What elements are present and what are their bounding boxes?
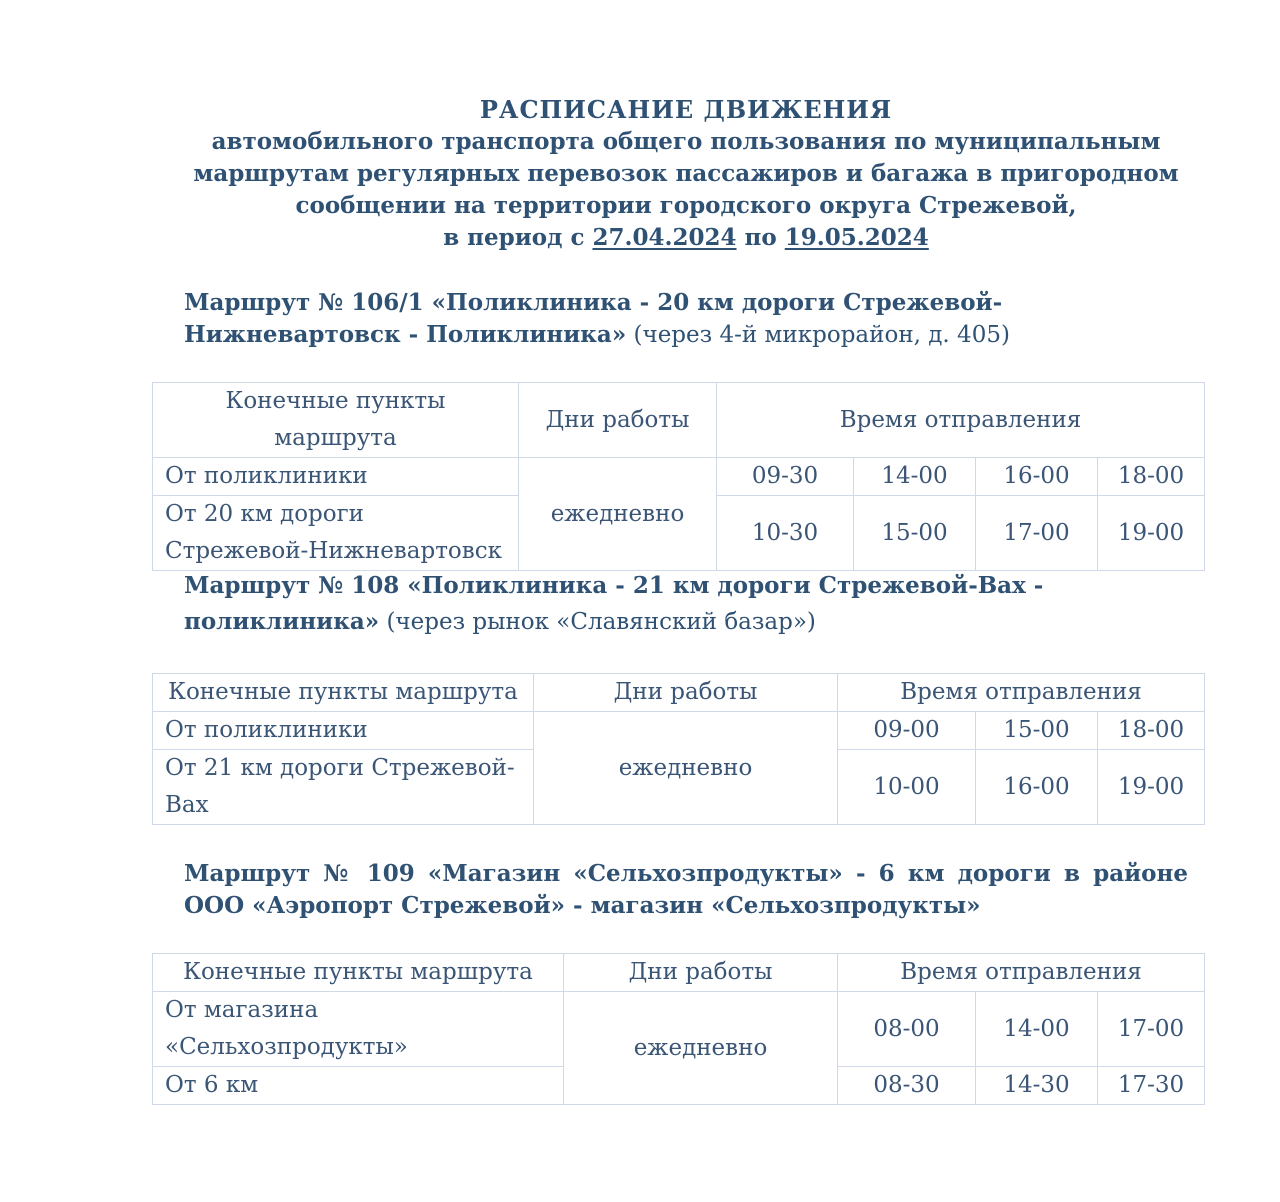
departure-time: 14-30 xyxy=(976,1067,1098,1105)
departure-time: 10-00 xyxy=(838,750,976,825)
period-from-date: 27.04.2024 xyxy=(592,224,737,251)
col-header-days: Дни работы xyxy=(519,383,717,458)
departure-time: 14-00 xyxy=(976,992,1098,1067)
departure-time: 09-30 xyxy=(717,458,854,496)
table-header-row xyxy=(153,674,1205,712)
departure-time: 08-30 xyxy=(838,1067,976,1105)
route-108-title: Маршрут № 108 «Поликлиника - 21 км дороги Стрежевой-Вах - поликлиника» xyxy=(184,572,1044,635)
route-106-title: Маршрут № 106/1 «Поликлиника - 20 км дороги Стрежевой-Нижневартовск - Поликлиника» xyxy=(184,289,1003,348)
departure-time: 14-00 xyxy=(854,458,976,496)
col-header-time: Время отправления xyxy=(717,383,1205,458)
departure-time: 08-00 xyxy=(838,992,976,1067)
departure-time: 19-00 xyxy=(1098,750,1205,825)
departure-time: 10-30 xyxy=(717,496,854,571)
route-point: От поликлиники xyxy=(153,712,534,750)
route-point: От 21 км дороги Стрежевой-Вах xyxy=(153,750,534,825)
table-row xyxy=(153,712,1205,750)
col-header-points: Конечные пункты маршрута xyxy=(153,383,519,458)
period-prefix: в период с xyxy=(443,224,585,251)
col-header-points: Конечные пункты маршрута xyxy=(153,674,534,712)
table-row xyxy=(153,992,1205,1067)
departure-time: 15-00 xyxy=(976,712,1098,750)
route-109-heading xyxy=(184,858,1188,922)
table-row xyxy=(153,458,1205,496)
header-period xyxy=(160,222,1212,254)
col-header-days: Дни работы xyxy=(534,674,838,712)
route-108-heading xyxy=(184,568,1188,640)
route-point: От магазина «Сельхозпродукты» xyxy=(153,992,564,1067)
table-header-row xyxy=(153,383,1205,458)
work-days: ежедневно xyxy=(564,992,838,1105)
route-108-note: (через рынок «Славянский базар») xyxy=(386,609,816,635)
work-days: ежедневно xyxy=(534,712,838,825)
header-line-4: сообщении на территории городского округа Стрежевой, xyxy=(295,192,1077,219)
route-106-heading xyxy=(184,287,1188,351)
route-point: От поликлиники xyxy=(153,458,519,496)
col-header-time: Время отправления xyxy=(838,674,1205,712)
departure-time: 17-30 xyxy=(1098,1067,1205,1105)
departure-time: 17-00 xyxy=(976,496,1098,571)
departure-time: 18-00 xyxy=(1098,458,1205,496)
work-days: ежедневно xyxy=(519,458,717,571)
route-point: От 20 км дороги Стрежевой-Нижневартовск xyxy=(153,496,519,571)
route-point: От 6 км xyxy=(153,1067,564,1105)
period-to-date: 19.05.2024 xyxy=(784,224,929,251)
header-line-3: маршрутам регулярных перевозок пассажиров и багажа в пригородном xyxy=(193,160,1179,187)
departure-time: 09-00 xyxy=(838,712,976,750)
departure-time: 16-00 xyxy=(976,750,1098,825)
departure-time: 19-00 xyxy=(1098,496,1205,571)
header-line-2: автомобильного транспорта общего пользования по муниципальным xyxy=(211,128,1161,155)
departure-time: 16-00 xyxy=(976,458,1098,496)
departure-time: 17-00 xyxy=(1098,992,1205,1067)
document-title: РАСПИСАНИЕ ДВИЖЕНИЯ xyxy=(479,95,893,124)
route-108-table xyxy=(152,673,1205,825)
col-header-time: Время отправления xyxy=(838,954,1205,992)
departure-time: 18-00 xyxy=(1098,712,1205,750)
route-109-table xyxy=(152,953,1205,1105)
col-header-points: Конечные пункты маршрута xyxy=(153,954,564,992)
col-header-days: Дни работы xyxy=(564,954,838,992)
departure-time: 15-00 xyxy=(854,496,976,571)
route-109-title: Маршрут № 109 «Магазин «Сельхозпродукты» - 6 км дороги в районе ООО «Аэропорт Стрежевой» - магазин «Сельхозпродукты» xyxy=(184,860,1188,919)
period-mid: по xyxy=(744,224,777,251)
table-header-row xyxy=(153,954,1205,992)
document-header xyxy=(160,94,1212,254)
route-106-note: (через 4-й микрорайон, д. 405) xyxy=(633,322,1010,348)
route-106-table xyxy=(152,382,1205,571)
